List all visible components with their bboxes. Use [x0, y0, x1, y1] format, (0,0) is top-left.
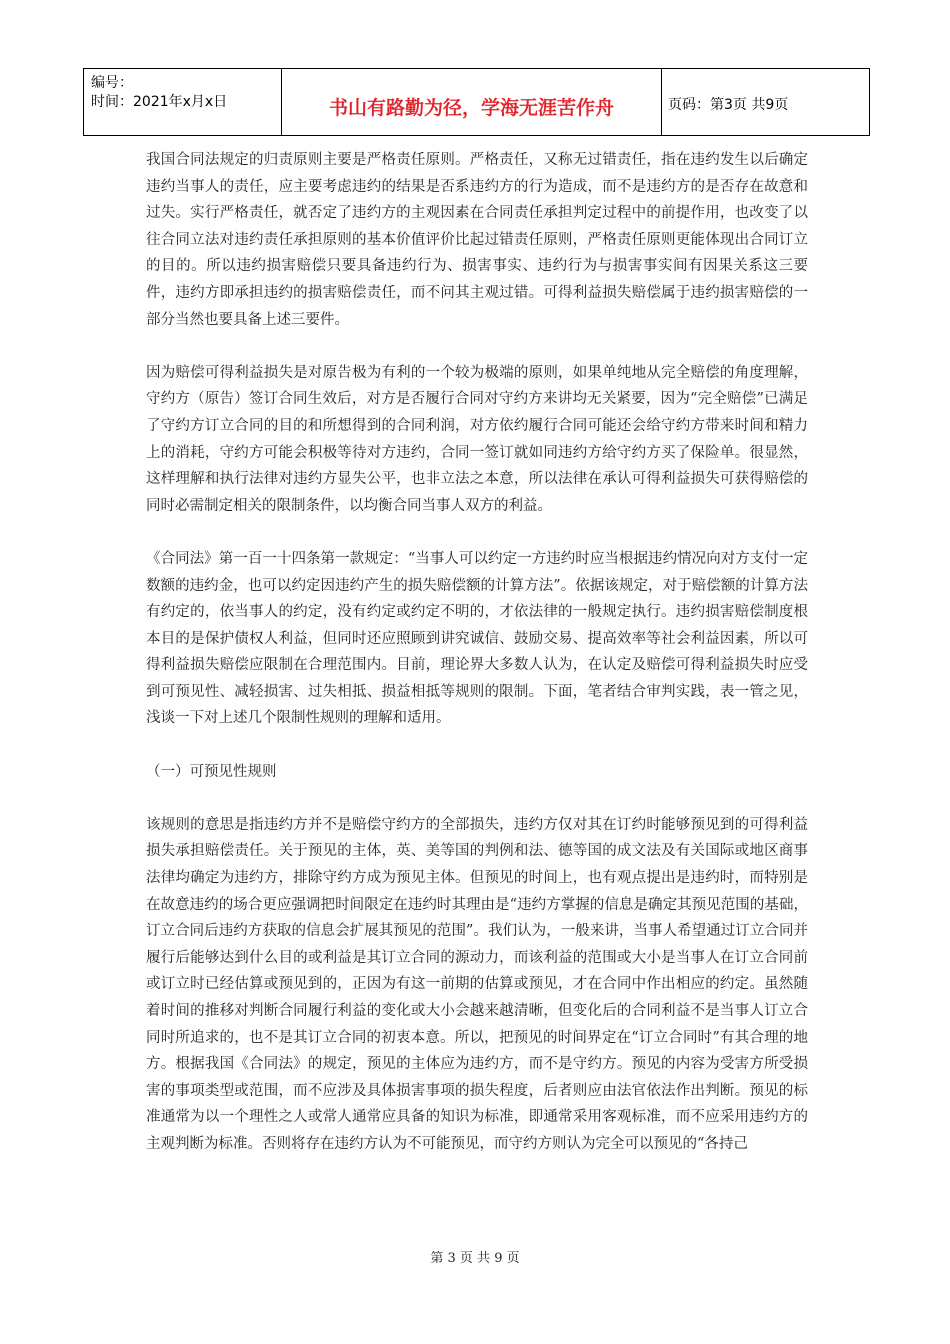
document-body — [146, 147, 808, 1158]
page-code-label: 页码：第3页 共9页 — [668, 97, 789, 113]
motto-text: 书山有路勤为径，学海无涯苦作舟 — [328, 97, 614, 119]
document-code-label: 编号： — [91, 75, 133, 91]
header-info-cell — [84, 69, 282, 135]
header-page-cell — [662, 69, 869, 135]
paragraph-strict-liability: 我国合同法规定的归责原则主要是严格责任原则。严格责任，又称无过错责任，指在违约发生以后确定违约当事人的责任，应主要考虑违约的结果是否系违约方的行为造成，而不是违约方的是否存在故意和过失。实行严格责任，就否定了违约方的主观因素在合同责任承担判定过程中的前提作用，也改变了以往合同立法对违约责任承担原则的基本价值评价比起过错责任原则，严格责任原则更能体现出合同订立的目的。所以违约损害赔偿只要具备违约行为、损害事实、违约行为与损害事实间有因果关系这三要件，违约方即承担违约的损害赔偿责任，而不问其主观过错。可得利益损失赔偿属于违约损害赔偿的一部分当然也要具备上述三要件。 — [146, 152, 808, 328]
paragraph-contract-law-article: 《合同法》第一百一十四条第一款规定：“当事人可以约定一方违约时应当根据违约情况向对方支付一定数额的违约金，也可以约定因违约产生的损失赔偿额的计算方法”。依据该规定，对于赔偿额的计算方法有约定的，依当事人的约定，没有约定或约定不明的，才依法律的一般规定执行。违约损害赔偿制度根本目的是保护债权人利益，但同时还应照顾到讲究诚信、鼓励交易、提高效率等社会利益因素，所以可得利益损失赔偿应限制在合理范围内。目前，理论界大多数人认为，在认定及赔偿可得利益损失时应受到可预见性、减轻损害、过失相抵、损益相抵等规则的限制。下面，笔者结合审判实践，表一管之见，浅谈一下对上述几个限制性规则的理解和适用。 — [146, 550, 808, 727]
paragraph-compensation-limits: 因为赔偿可得利益损失是对原告极为有利的一个较为极端的原则，如果单纯地从完全赔偿的角度理解，守约方（原告）签订合同生效后，对方是否履行合同对守约方来讲均无关紧要，因为“完全赔偿”已满足了守约方订立合同的目的和所想得到的合同利润，对方依约履行合同可能还会给守约方带来时间和精力上的消耗，守约方可能会积极等待对方违约，合同一签订就如同违约方给守约方买了保险单。很显然，这样理解和执行法律对违约方显失公平，也非立法之本意，所以法律在承认可得利益损失可获得赔偿的同时必需制定相关的限制条件，以均衡合同当事人双方的利益。 — [146, 364, 808, 514]
paragraph-foreseeability-rule: 该规则的意思是指违约方并不是赔偿守约方的全部损失，违约方仅对其在订约时能够预见到的可得利益损失承担赔偿责任。关于预见的主体，英、美等国的判例和法、德等国的成文法及有关国际或地区商事法律均确定为违约方，排除守约方成为预见主体。但预见的时间上，也有观点提出是违约时，而特别是在故意违约的场合更应强调把时间限定在违约时其理由是“违约方掌握的信息是确定其预见范围的基础，订立合同后违约方获取的信息会扩展其预见的范围”。我们认为，一般来讲，当事人希望通过订立合同并履行后能够达到什么目的或利益是其订立合同的源动力，而该利益的范围或大小是当事人在订立合同前或订立时已经估算或预见到的，正因为有这一前期的估算或预见，才在合同中作出相应的约定。虽然随着时间的推移对判断合同履行利益的变化或大小会越来越清晰，但变化后的合同利益不是当事人订立合同时所追求的，也不是其订立合同的初衷本意。所以，把预见的时间界定在“订立合同时”有其合理的地方。根据我国《合同法》的规定，预见的主体应为违约方，而不是守约方。预见的内容为受害方所受损害的事项类型或范围，而不应涉及具体损害事项的损失程度，后者则应由法官依法作出判断。预见的标准通常为以一个理性之人或常人通常应具备的知识为标准，即通常采用客观标准，而不应采用违约方的主观判断为标准。否则将存在违约方认为不可能预见，而守约方则认为完全可以预见的“各持己 — [146, 816, 808, 1152]
document-date-label: 时间：2021年x月x日 — [91, 94, 228, 110]
header-motto-cell — [282, 69, 662, 135]
section-heading-foreseeability: （一）可预见性规则 — [146, 763, 277, 780]
header-table — [83, 68, 870, 136]
page-footer: 第 3 页 共 9 页 — [430, 1251, 520, 1266]
